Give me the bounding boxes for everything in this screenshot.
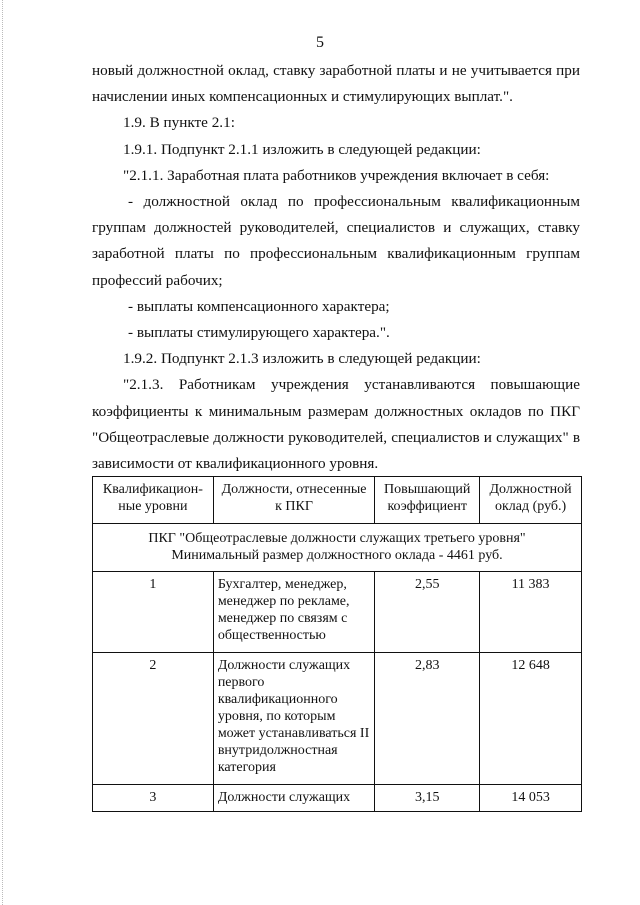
- table-row: [93, 653, 582, 785]
- paragraph-1-9: 1.9. В пункте 2.1:: [123, 114, 235, 132]
- table-group-row: [93, 524, 582, 572]
- row-salary: 12 648: [480, 653, 582, 785]
- group-title: ПКГ "Общеотраслевые должности служащих третьего уровня": [148, 531, 526, 546]
- header-salary: Должностной оклад (руб.): [480, 477, 582, 524]
- row-coefficient: 2,83: [375, 653, 480, 785]
- row-level: 1: [93, 572, 214, 653]
- group-subtitle: Минимальный размер должностного оклада - 4461 руб.: [171, 548, 503, 563]
- header-positions: Должности, отнесенные к ПКГ: [213, 477, 374, 524]
- row-level: 3: [93, 785, 214, 812]
- row-coefficient: 3,15: [375, 785, 480, 812]
- table-header-row: [93, 477, 582, 524]
- scan-margin-line: [2, 0, 4, 905]
- paragraph-2-1-3: "2.1.3. Работникам учреждения устанавливаются повышающие коэффициенты к минимальным размерам должностных окладов по ПКГ "Общеотраслевые должности руководителей, специалистов и служащих" в зависимости от квалификационного уровня.: [92, 376, 580, 473]
- row-salary: 14 053: [480, 785, 582, 812]
- list-item-incentive: - выплаты стимулирующего характера.".: [128, 324, 390, 342]
- paragraph-continuation: новый должностной оклад, ставку заработной платы и не учитывается при начислении иных компенсационных и стимулирующих выплат.".: [92, 62, 580, 106]
- row-position: Бухгалтер, менеджер, менеджер по рекламе, менеджер по связям с общественностью: [213, 572, 374, 653]
- document-body: [92, 58, 580, 477]
- row-coefficient: 2,55: [375, 572, 480, 653]
- row-level: 2: [93, 653, 214, 785]
- row-position: Должности служащих первого квалификационного уровня, по которым может устанавливаться II внутридолжностная категория: [213, 653, 374, 785]
- list-item-compensation: - выплаты компенсационного характера;: [128, 297, 390, 315]
- header-levels: Квалификацион-ные уровни: [93, 477, 214, 524]
- paragraph-1-9-1: 1.9.1. Подпункт 2.1.1 изложить в следующей редакции:: [123, 140, 481, 158]
- paragraph-2-1-1: "2.1.1. Заработная плата работников учреждения включает в себя:: [123, 166, 550, 184]
- row-position: Должности служащих: [213, 785, 374, 812]
- row-salary: 11 383: [480, 572, 582, 653]
- page-number: 5: [316, 34, 324, 51]
- table-row: [93, 785, 582, 812]
- salary-table: [92, 476, 582, 812]
- paragraph-1-9-2: 1.9.2. Подпункт 2.1.3 изложить в следующей редакции:: [123, 350, 481, 368]
- table-row: [93, 572, 582, 653]
- list-item-salary: - должностной оклад по профессиональным квалификационным группам должностей руководителей, специалистов и служащих, ставку заработной платы по профессиональным квалификационным группам профессий рабочих;: [92, 193, 580, 289]
- group-cell: [93, 524, 582, 572]
- header-coefficient: Повышающий коэффициент: [375, 477, 480, 524]
